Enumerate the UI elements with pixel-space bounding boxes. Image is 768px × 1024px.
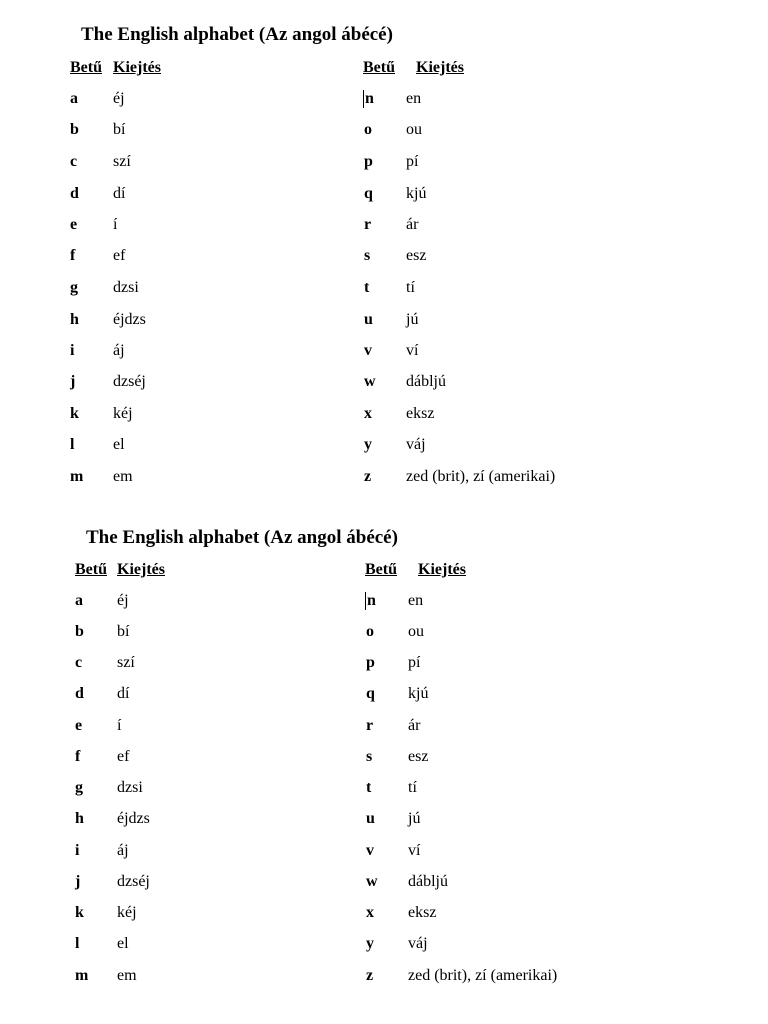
letter: f (70, 247, 76, 264)
letter: n (367, 592, 376, 609)
list-item (0, 622, 700, 642)
alphabet-block-2 (0, 500, 768, 1024)
letter: s (364, 247, 371, 264)
pronunciation: eksz (408, 904, 437, 921)
header-pron-right: Kiejtés (418, 561, 466, 578)
pronunciation: éj (117, 592, 129, 609)
pronunciation: ár (406, 216, 419, 233)
letter: q (364, 185, 373, 202)
letter: t (366, 779, 372, 796)
letter: a (75, 592, 83, 609)
pronunciation: dzsi (117, 779, 143, 796)
pronunciation: dí (113, 185, 126, 202)
pronunciation: bí (117, 623, 130, 640)
pronunciation: esz (406, 247, 427, 264)
header-pron-left: Kiejtés (113, 59, 161, 76)
list-item (0, 778, 700, 798)
pronunciation: en (408, 592, 424, 609)
pronunciation: váj (406, 436, 426, 453)
letter: r (366, 717, 374, 734)
pronunciation: éj (113, 90, 125, 107)
list-item (0, 653, 700, 673)
letter: j (70, 373, 76, 390)
pronunciation: tí (406, 279, 415, 296)
pronunciation: pí (408, 654, 421, 671)
pronunciation: dábljú (408, 873, 448, 890)
letter: i (70, 342, 75, 359)
list-item (0, 747, 700, 767)
letter: b (75, 623, 84, 640)
letter: o (364, 121, 372, 138)
page-title: The English alphabet (Az angol ábécé) (86, 527, 398, 548)
letter: w (366, 873, 378, 890)
letter: c (70, 153, 78, 170)
list-item (0, 404, 700, 424)
list-item (0, 215, 700, 235)
pronunciation: en (406, 90, 422, 107)
list-item (0, 841, 700, 861)
header-pron-right: Kiejtés (416, 59, 464, 76)
letter: k (75, 904, 84, 921)
letter: z (364, 468, 372, 485)
header-letter-right: Betű (363, 59, 395, 76)
list-item (0, 435, 700, 455)
header-letter-left: Betű (70, 59, 102, 76)
pronunciation: ef (117, 748, 130, 765)
letter: k (70, 405, 79, 422)
letter: e (70, 216, 78, 233)
pronunciation: em (117, 967, 137, 984)
pronunciation: dábljú (406, 373, 446, 390)
list-item (0, 89, 700, 109)
list-item (0, 341, 700, 361)
header-letter-right: Betű (365, 561, 397, 578)
pronunciation: pí (406, 153, 419, 170)
list-item (0, 809, 700, 829)
letter: r (364, 216, 372, 233)
letter: x (366, 904, 374, 921)
pronunciation: váj (408, 935, 428, 952)
letter: v (364, 342, 372, 359)
list-item (0, 184, 700, 204)
pronunciation: éjdzs (117, 810, 150, 827)
pronunciation: kéj (113, 405, 133, 422)
letter: q (366, 685, 375, 702)
letter: h (70, 311, 79, 328)
pronunciation: el (117, 935, 129, 952)
pronunciation: ef (113, 247, 126, 264)
letter: s (366, 748, 373, 765)
pronunciation: kjú (406, 185, 427, 202)
letter: w (364, 373, 376, 390)
letter: g (75, 779, 83, 796)
pronunciation: ví (408, 842, 421, 859)
letter: v (366, 842, 374, 859)
pronunciation: bí (113, 121, 126, 138)
letter: d (75, 685, 84, 702)
pronunciation: áj (117, 842, 129, 859)
pronunciation: kéj (117, 904, 137, 921)
pronunciation: ár (408, 717, 421, 734)
pronunciation: zed (brit), zí (amerikai) (406, 468, 556, 485)
pronunciation: áj (113, 342, 125, 359)
list-item (0, 310, 700, 330)
pronunciation: í (113, 216, 118, 233)
letter: c (75, 654, 83, 671)
pronunciation: dzséj (113, 373, 146, 390)
letter: b (70, 121, 79, 138)
letter: p (364, 153, 373, 170)
pronunciation: éjdzs (113, 311, 146, 328)
letter: l (75, 935, 80, 952)
list-item (0, 120, 700, 140)
letter: e (75, 717, 83, 734)
pronunciation: ou (408, 623, 424, 640)
pronunciation: szí (117, 654, 135, 671)
pronunciation: ou (406, 121, 422, 138)
list-item (0, 372, 700, 392)
pronunciation: dzsi (113, 279, 139, 296)
letter: g (70, 279, 78, 296)
text-cursor (363, 90, 364, 108)
list-item (0, 934, 700, 954)
letter: o (366, 623, 374, 640)
letter: u (364, 311, 373, 328)
letter: j (75, 873, 81, 890)
pronunciation: esz (408, 748, 429, 765)
letter: h (75, 810, 84, 827)
pronunciation: el (113, 436, 125, 453)
pronunciation: szí (113, 153, 131, 170)
letter: l (70, 436, 75, 453)
header-letter-left: Betű (75, 561, 107, 578)
page-title: The English alphabet (Az angol ábécé) (81, 24, 393, 45)
letter: a (70, 90, 78, 107)
letter: z (366, 967, 374, 984)
pronunciation: dzséj (117, 873, 150, 890)
pronunciation: em (113, 468, 133, 485)
pronunciation: jú (408, 810, 421, 827)
letter: p (366, 654, 375, 671)
letter: u (366, 810, 375, 827)
list-item (0, 591, 700, 611)
list-item (0, 684, 700, 704)
list-item (0, 152, 700, 172)
letter: y (364, 436, 372, 453)
letter: m (75, 967, 89, 984)
letter: x (364, 405, 372, 422)
list-item (0, 872, 700, 892)
letter: t (364, 279, 370, 296)
header-pron-left: Kiejtés (117, 561, 165, 578)
list-item (0, 903, 700, 923)
pronunciation: zed (brit), zí (amerikai) (408, 967, 558, 984)
pronunciation: dí (117, 685, 130, 702)
letter: n (365, 90, 374, 107)
pronunciation: kjú (408, 685, 429, 702)
alphabet-block-1 (0, 0, 768, 500)
letter: d (70, 185, 79, 202)
letter: i (75, 842, 80, 859)
list-item (0, 278, 700, 298)
pronunciation: jú (406, 311, 419, 328)
letter: m (70, 468, 84, 485)
list-item (0, 246, 700, 266)
pronunciation: eksz (406, 405, 435, 422)
list-item (0, 966, 700, 986)
letter: y (366, 935, 374, 952)
pronunciation: tí (408, 779, 417, 796)
text-cursor (365, 592, 366, 610)
letter: f (75, 748, 81, 765)
pronunciation: í (117, 717, 122, 734)
list-item (0, 716, 700, 736)
list-item (0, 467, 700, 487)
pronunciation: ví (406, 342, 419, 359)
